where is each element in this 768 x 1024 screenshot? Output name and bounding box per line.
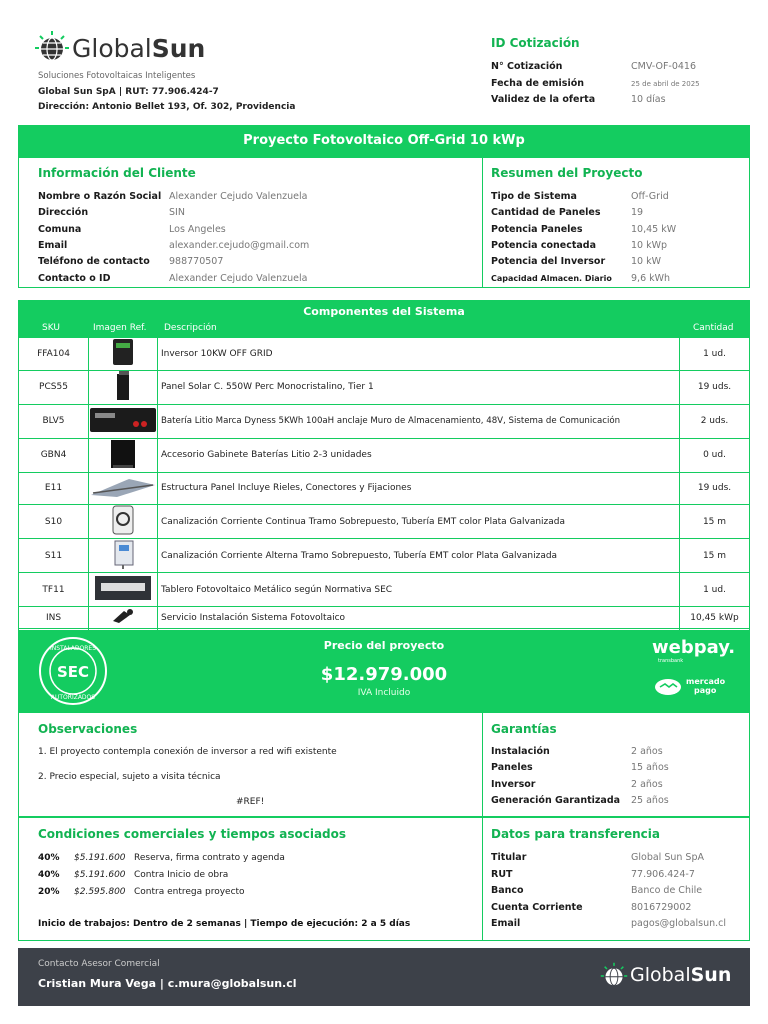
field-value: Alexander Cejudo Valenzuela bbox=[169, 272, 308, 284]
mounting-rail-icon bbox=[89, 475, 157, 502]
battery-icon bbox=[89, 405, 157, 438]
component-quantity: 15 m bbox=[680, 505, 750, 539]
component-image bbox=[89, 539, 158, 573]
company-address: Dirección: Antonio Bellet 193, Of. 302, Providencia bbox=[38, 102, 296, 112]
sec-badge-main-text: SEC bbox=[56, 663, 90, 681]
component-quantity: 19 uds. bbox=[680, 370, 750, 404]
component-sku: E11 bbox=[19, 472, 89, 505]
field-value: 10 kW bbox=[631, 256, 662, 268]
field-label: Cuenta Corriente bbox=[491, 901, 583, 913]
component-image bbox=[89, 438, 158, 472]
field-value: 15 años bbox=[631, 762, 669, 774]
component-quantity: 2 uds. bbox=[680, 404, 750, 438]
field-value: 2 años bbox=[631, 746, 663, 757]
field-value: 19 bbox=[631, 207, 644, 219]
field-label: Generación Garantizada bbox=[491, 794, 621, 806]
component-row bbox=[19, 438, 750, 472]
price-amount: $12.979.000 bbox=[320, 664, 448, 685]
component-description: Batería Litio Marca Dyness 5KWh 100aH anclaje Muro de Almacenamiento, 48V, Sistema de Comunicación bbox=[158, 404, 680, 438]
field-label: Comuna bbox=[38, 223, 82, 235]
footer-logo-text-global: Global bbox=[630, 964, 691, 986]
component-description: Canalización Corriente Alterna Tramo Sobrepuesto, Tubería EMT color Plata Galvanizada bbox=[158, 539, 680, 573]
field-label: Banco bbox=[491, 885, 524, 897]
mercadopago-text-2: pago bbox=[694, 686, 717, 695]
field-value: 25 años bbox=[631, 794, 669, 806]
webpay-subtext: transbank bbox=[658, 658, 684, 664]
component-description: Tablero Fotovoltaico Metálico según Normativa SEC bbox=[158, 573, 680, 607]
observation-item: 2. Precio especial, sujeto a visita técnica bbox=[38, 772, 221, 782]
component-quantity: 0 ud. bbox=[680, 438, 750, 472]
observations-title: Observaciones bbox=[38, 722, 138, 736]
payment-amount: $2.595.800 bbox=[74, 887, 126, 897]
component-sku: S11 bbox=[19, 539, 89, 573]
conditions-footer: Inicio de trabajos: Dentro de 2 semanas | Tiempo de ejecución: 2 a 5 días bbox=[38, 919, 411, 929]
conditions-title: Condiciones comerciales y tiempos asociados bbox=[38, 827, 347, 841]
components-title: Componentes del Sistema bbox=[303, 305, 465, 318]
field-label: Teléfono de contacto bbox=[38, 256, 150, 268]
footer-logo-text-sun: Sun bbox=[690, 964, 732, 986]
col-header-quantity: Cantidad bbox=[693, 323, 734, 333]
footer-caption: Contacto Asesor Comercial bbox=[38, 959, 160, 969]
component-row bbox=[19, 607, 750, 629]
component-image bbox=[89, 370, 158, 404]
col-header-sku: SKU bbox=[42, 323, 60, 333]
field-value: 10 kWp bbox=[631, 239, 668, 251]
component-image bbox=[89, 472, 158, 505]
field-value: 9,6 kWh bbox=[631, 272, 671, 284]
component-sku: FFA104 bbox=[19, 338, 89, 371]
payment-percent: 40% bbox=[38, 870, 60, 880]
component-row bbox=[19, 370, 750, 404]
webpay-text: webpay. bbox=[652, 637, 736, 658]
component-row bbox=[19, 505, 750, 539]
tools-icon bbox=[108, 607, 138, 628]
field-label: Inversor bbox=[491, 778, 536, 790]
component-image bbox=[89, 404, 158, 438]
component-sku: GBN4 bbox=[19, 438, 89, 472]
webpay-logo bbox=[652, 638, 735, 664]
price-tax-note: IVA Incluido bbox=[357, 688, 411, 698]
field-label: Titular bbox=[491, 852, 527, 863]
field-value: 10,45 kW bbox=[631, 223, 677, 235]
payment-description: Reserva, firma contrato y agenda bbox=[134, 853, 285, 863]
component-quantity: 1 ud. bbox=[680, 573, 750, 607]
component-row bbox=[19, 472, 750, 505]
field-value: Off-Grid bbox=[631, 191, 669, 202]
ac-conduit-icon bbox=[103, 539, 143, 572]
electrical-board-icon bbox=[89, 573, 157, 606]
component-description: Estructura Panel Incluye Rieles, Conectores y Fijaciones bbox=[158, 472, 680, 505]
transfer-title: Datos para transferencia bbox=[491, 827, 660, 841]
field-label: Validez de la oferta bbox=[491, 94, 596, 105]
field-label: N° Cotización bbox=[491, 61, 563, 72]
mercadopago-logo bbox=[654, 676, 744, 700]
inverter-icon bbox=[103, 338, 143, 369]
payment-percent: 20% bbox=[38, 887, 60, 897]
field-label: Dirección bbox=[38, 207, 89, 219]
logo-text-global: Global bbox=[72, 34, 152, 63]
payment-description: Contra entrega proyecto bbox=[134, 887, 245, 897]
col-header-image: Imagen Ref. bbox=[93, 323, 147, 333]
logo-text-sun: Sun bbox=[151, 34, 206, 63]
component-sku: BLV5 bbox=[19, 404, 89, 438]
observation-ref: #REF! bbox=[236, 797, 265, 807]
globe-sun-logo-icon bbox=[34, 30, 70, 66]
globe-sun-logo-icon bbox=[600, 962, 628, 990]
component-image bbox=[89, 505, 158, 539]
component-sku: PCS55 bbox=[19, 370, 89, 404]
component-quantity: 15 m bbox=[680, 539, 750, 573]
mercadopago-text-1: mercado bbox=[686, 677, 726, 686]
component-description: Panel Solar C. 550W Perc Monocristalino, Tier 1 bbox=[158, 370, 680, 404]
field-value: Global Sun SpA bbox=[631, 852, 704, 863]
field-value: pagos@globalsun.cl bbox=[631, 918, 726, 930]
field-label: RUT bbox=[491, 868, 513, 880]
field-label: Tipo de Sistema bbox=[491, 191, 577, 202]
field-label: Potencia Paneles bbox=[491, 223, 583, 235]
footer-logo bbox=[600, 962, 740, 992]
field-value: alexander.cejudo@gmail.com bbox=[169, 239, 310, 251]
field-value: Alexander Cejudo Valenzuela bbox=[169, 191, 308, 202]
component-quantity: 1 ud. bbox=[680, 338, 750, 371]
dc-conduit-icon bbox=[103, 505, 143, 538]
component-row bbox=[19, 404, 750, 438]
field-label: Potencia del Inversor bbox=[491, 256, 606, 268]
component-sku: TF11 bbox=[19, 573, 89, 607]
component-quantity: 10,45 kWp bbox=[680, 607, 750, 629]
field-label: Capacidad Almacen. Diario bbox=[491, 273, 612, 283]
component-description: Servicio Instalación Sistema Fotovoltaico bbox=[158, 607, 680, 629]
observation-item: 1. El proyecto contempla conexión de inversor a red wifi existente bbox=[38, 747, 337, 757]
solar-panel-icon bbox=[103, 371, 143, 404]
field-value: 988770507 bbox=[169, 256, 224, 268]
component-image bbox=[89, 573, 158, 607]
quote-title: ID Cotización bbox=[491, 36, 580, 50]
sec-badge-top-text: INSTALADORES bbox=[49, 645, 97, 652]
field-label: Contacto o ID bbox=[38, 272, 111, 284]
field-label: Fecha de emisión bbox=[491, 77, 585, 89]
component-row bbox=[19, 573, 750, 607]
col-header-description: Descripción bbox=[164, 323, 217, 333]
component-sku: INS bbox=[19, 607, 89, 629]
cabinet-icon bbox=[103, 439, 143, 472]
field-label: Cantidad de Paneles bbox=[491, 207, 601, 219]
component-sku: S10 bbox=[19, 505, 89, 539]
component-description: Canalización Corriente Continua Tramo Sobrepuesto, Tubería EMT color Plata Galvanizada bbox=[158, 505, 680, 539]
field-value: 10 días bbox=[631, 94, 666, 105]
sec-badge-bottom-text: AUTORIZADOS bbox=[50, 694, 96, 701]
component-row bbox=[19, 338, 750, 371]
field-label: Nombre o Razón Social bbox=[38, 191, 162, 202]
client-title: Información del Cliente bbox=[38, 166, 196, 180]
handshake-icon bbox=[654, 678, 682, 696]
company-rut: Global Sun SpA | RUT: 77.906.424-7 bbox=[38, 87, 219, 97]
company-tagline: Soluciones Fotovoltaicas Inteligentes bbox=[38, 71, 196, 81]
component-image bbox=[89, 338, 158, 371]
component-description: Accesorio Gabinete Baterías Litio 2-3 unidades bbox=[158, 438, 680, 472]
field-value: Banco de Chile bbox=[631, 885, 703, 897]
warranties-title: Garantías bbox=[491, 722, 557, 736]
field-value: 2 años bbox=[631, 778, 663, 790]
field-value: 8016729002 bbox=[631, 901, 692, 913]
payment-amount: $5.191.600 bbox=[74, 853, 126, 863]
field-value: 25 de abril de 2025 bbox=[631, 79, 700, 88]
component-row bbox=[19, 539, 750, 573]
field-label: Paneles bbox=[491, 762, 533, 774]
project-banner bbox=[18, 125, 750, 157]
component-quantity: 19 uds. bbox=[680, 472, 750, 505]
field-value: SIN bbox=[169, 207, 185, 219]
footer-contact: Cristian Mura Vega | c.mura@globalsun.cl bbox=[38, 977, 297, 990]
price-title: Precio del proyecto bbox=[323, 639, 445, 652]
field-label: Email bbox=[491, 918, 521, 930]
field-value: CMV-OF-0416 bbox=[631, 61, 697, 72]
payment-amount: $5.191.600 bbox=[74, 870, 126, 880]
components-table bbox=[18, 337, 750, 643]
price-banner bbox=[18, 630, 750, 712]
field-value: 77.906.424-7 bbox=[631, 868, 695, 880]
field-label: Instalación bbox=[491, 746, 550, 757]
logo bbox=[34, 30, 214, 68]
field-label: Email bbox=[38, 239, 68, 251]
payment-description: Contra Inicio de obra bbox=[134, 870, 229, 880]
field-label: Potencia conectada bbox=[491, 239, 597, 251]
field-value: Los Angeles bbox=[169, 223, 226, 235]
payment-percent: 40% bbox=[38, 853, 60, 863]
project-title: Proyecto Fotovoltaico Off-Grid 10 kWp bbox=[243, 133, 525, 148]
summary-title: Resumen del Proyecto bbox=[491, 166, 643, 180]
footer bbox=[18, 948, 750, 1006]
component-image bbox=[89, 607, 158, 629]
component-description: Inversor 10KW OFF GRID bbox=[158, 338, 680, 371]
